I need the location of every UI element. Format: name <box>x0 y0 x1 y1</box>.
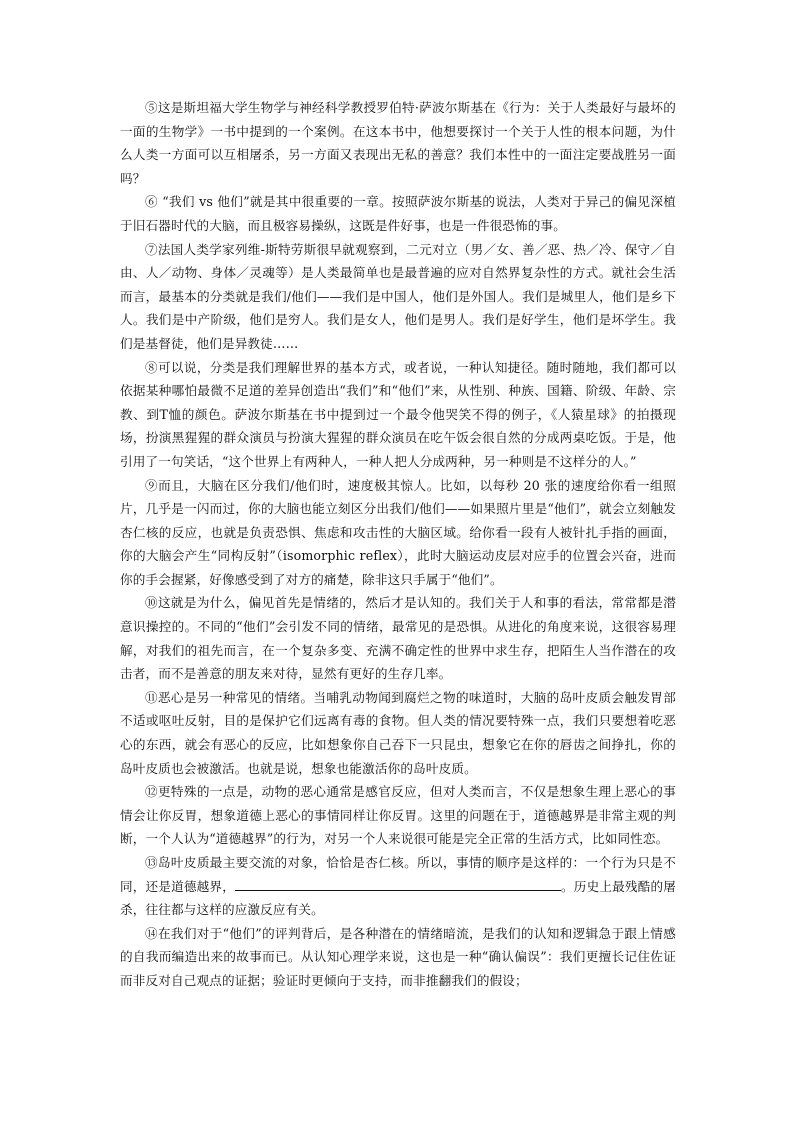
paragraph-7: ⑦法国人类学家列维-斯特劳斯很早就观察到，二元对立（男／女、善／恶、热／冷、保守／自由、人／动物、身体／灵魂等）是人类最简单也是最普遍的应对自然界复杂性的方式。就社会生活而言，最基本的分类就是我们/他们——我们是中国人，他们是外国人。我们是城里人，他们是乡下人。我们是中产阶级，他们是穷人。我们是女人，他们是男人。我们是好学生，他们是坏学生。我们是基督徒，他们是异教徒…… <box>120 241 676 351</box>
paragraph-9: ⑨而且，大脑在区分我们/他们时，速度极其惊人。比如，以每秒 20 张的速度给你看一组照片，几乎是一闪而过，你的大脑也能立刻区分出我们/他们——如果照片里是“他们”，就会立刻触发杏仁核的反应，也就是负责恐惧、焦虑和攻击性的大脑区域。给你看一段有人被针扎手指的画面，你的大脑会产生“同构反射”（isomorphic reflex），此时大脑运动皮层对应手的位置会兴奋，进而你的手会握紧，好像感受到了对方的痛楚，除非这只手属于“他们”。 <box>120 477 676 587</box>
paragraph-10: ⑩这就是为什么，偏见首先是情绪的，然后才是认知的。我们关于人和事的看法，常常都是潜意识操控的。不同的“他们”会引发不同的情绪，最常见的是恐惧。从进化的角度来说，这很容易理解，对我们的祖先而言，在一个复杂多变、充满不确定性的世界中求生存，把陌生人当作潜在的攻击者，而不是善意的朋友来对待，显然有更好的生存几率。 <box>120 595 676 682</box>
paragraph-8: ⑧可以说，分类是我们理解世界的基本方式，或者说，一种认知捷径。随时随地，我们都可以依据某种哪怕最微不足道的差异创造出“我们”和“他们”来，从性别、种族、国籍、阶级、年龄、宗教、到T恤的颜色。萨波尔斯基在书中提到过一个最令他哭笑不得的例子，《人猿星球》的拍摄现场，扮演黑猩猩的群众演员与扮演大猩猩的群众演员在吃午饭会很自然的分成两桌吃饭。于是，他引用了一句笑话，“这个世界上有两种人，一种人把人分成两种，另一种则是不这样分的人。” <box>120 359 676 469</box>
document-page <box>120 96 676 993</box>
paragraph-13-before: ⑬岛叶皮质最主要交流的对象，恰恰是杏仁核。所以，事情的顺序是这样的：一个行为只是不同，还是道德越界， <box>120 855 676 894</box>
paragraph-13-after: 。历史上最残酷的屠杀，往往都与这样的应激反应有关。 <box>120 878 676 918</box>
paragraph-6: ⑥ “我们 vs 他们”就是其中很重要的一章。按照萨波尔斯基的说法，人类对于异己的偏见深植于旧石器时代的大脑，而且极容易操纵，这既是件好事，也是一件很恐怖的事。 <box>120 194 676 233</box>
paragraph-13 <box>120 851 676 922</box>
paragraph-11: ⑪恶心是另一种常见的情绪。当哺乳动物闻到腐烂之物的味道时，大脑的岛叶皮质会触发胃部不适或呕吐反射，目的是保护它们远离有毒的食物。但人类的情况要特殊一点，我们只要想着吃恶心的东西，就会有恶心的反应，比如想象你自己吞下一只昆虫，想象它在你的唇齿之间挣扎，你的岛叶皮质也会被激活。也就是说，想象也能激活你的岛叶皮质。 <box>120 689 676 776</box>
paragraph-5: ⑤这是斯坦福大学生物学与神经科学教授罗伯特·萨波尔斯基在《行为：关于人类最好与最坏的一面的生物学》一书中提到的一个案例。在这本书中，他想要探讨一个关于人性的根本问题，为什么人类一方面可以互相屠杀，另一方面又表现出无私的善意？我们本性中的一面注定要战胜另一面吗？ <box>120 100 676 186</box>
fill-in-blank[interactable] <box>235 876 561 891</box>
paragraph-12: ⑫更特殊的一点是，动物的恶心通常是感官反应，但对人类而言，不仅是想象生理上恶心的事情会让你反胃，想象道德上恶心的事情同样让你反胃。这里的问题在于，道德越界是非常主观的判断，一个人认为“道德越界”的行为，对另一个人来说很可能是完全正常的生活方式，比如同性恋。 <box>120 784 676 847</box>
paragraph-14: ⑭在我们对于“他们”的评判背后，是各种潜在的情绪暗流，是我们的认知和逻辑急于跟上情感的自我而编造出来的故事而已。从认知心理学来说，这也是一种“确认偏误”：我们更擅长记住佐证而非反对自己观点的证据；验证时更倾向于支持，而非推翻我们的假设； <box>120 925 676 988</box>
